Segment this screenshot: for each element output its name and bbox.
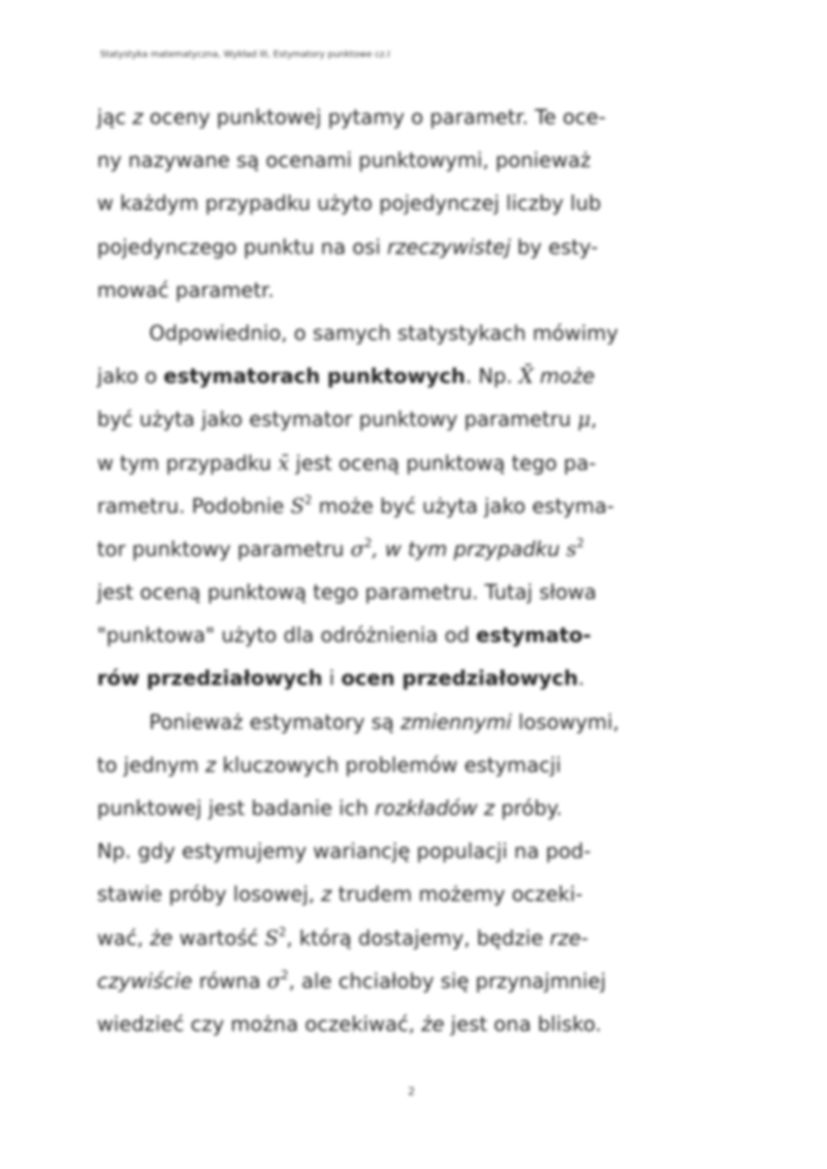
paragraph-2-line-4 bbox=[97, 442, 737, 485]
italic-run: rzeczywistej bbox=[387, 234, 511, 259]
text-run: oceny punktowej pytamy o parametr. Te oce- bbox=[143, 105, 606, 129]
text-run: jest ona blisko. bbox=[444, 1011, 602, 1036]
paragraph-1-line-5: mować parametr. bbox=[97, 277, 275, 302]
math-symbol: S bbox=[290, 493, 305, 518]
superscript: 2 bbox=[304, 492, 313, 507]
text-run: wartość bbox=[172, 925, 265, 950]
text-run: równa bbox=[192, 968, 268, 993]
paragraph-2-line-5 bbox=[97, 485, 737, 528]
text-run: rametru. Podobnie bbox=[97, 493, 291, 518]
text-run: punktowej jest badanie ich bbox=[97, 796, 375, 820]
text-run: może być użyta jako estyma- bbox=[312, 493, 615, 518]
text-run: . Np. bbox=[465, 364, 520, 389]
paragraph-1-line-1 bbox=[97, 96, 737, 139]
paragraph-3-line-5 bbox=[97, 873, 737, 916]
paragraph-3-line-2 bbox=[97, 744, 737, 787]
paragraph-2-line-9 bbox=[97, 657, 737, 700]
text-run: , bbox=[590, 407, 598, 432]
paragraph-3-line-4: Np. gdy estymujemy wariancję populacji na pod- bbox=[97, 839, 591, 864]
text-run: , którą dostajemy, będzie bbox=[286, 925, 550, 950]
paragraph-3-line-3 bbox=[97, 787, 737, 830]
bold-term: rów przedziałowych bbox=[97, 666, 323, 691]
text-run: stawie próby losowej, bbox=[97, 882, 322, 907]
paragraph-1-line-3: w każdym przypadku użyto pojedynczej liczby lub bbox=[97, 191, 602, 216]
text-run: kluczowych problemów estymacji bbox=[215, 752, 562, 777]
page-number: 2 bbox=[408, 1085, 415, 1098]
text-run: Ponieważ estymatory są bbox=[149, 709, 401, 734]
text-run: wać, bbox=[97, 925, 150, 950]
math-symbol: S bbox=[264, 925, 279, 950]
paragraph-3-line-6 bbox=[97, 917, 737, 960]
text-run: jąc bbox=[97, 105, 133, 129]
math-symbol: x̄ bbox=[277, 450, 290, 475]
text-run: trudem możemy oczeki- bbox=[331, 882, 583, 907]
paragraph-3-line-7 bbox=[97, 960, 737, 1003]
math-symbol: s bbox=[566, 536, 577, 561]
superscript: 2 bbox=[278, 924, 287, 939]
superscript: 2 bbox=[280, 967, 289, 982]
italic-run: że bbox=[149, 925, 173, 950]
text-run: i bbox=[322, 666, 342, 691]
text-run: to jednym bbox=[97, 752, 206, 777]
text-run: "punktowa" użyto dla odróżnienia od bbox=[97, 623, 477, 648]
text-run: wiedzieć czy można oczekiwać, bbox=[97, 1011, 422, 1036]
italic-run: że bbox=[421, 1011, 445, 1036]
math-symbol: σ bbox=[350, 536, 365, 561]
italic-run: , w tym przypadku bbox=[372, 536, 567, 561]
text-run: . bbox=[578, 666, 585, 691]
paragraph-1-line-4 bbox=[97, 226, 737, 269]
italic-run: rze- bbox=[549, 925, 589, 950]
superscript: 2 bbox=[576, 535, 585, 550]
paragraph-1-line-2: ny nazywane są ocenami punktowymi, ponieważ bbox=[97, 148, 591, 173]
paragraph-3-line-8 bbox=[97, 1003, 737, 1046]
paragraph-2-line-6 bbox=[97, 528, 737, 571]
italic-run: rozkładów bbox=[374, 796, 478, 820]
text-run: , ale chciałoby się przynajmniej bbox=[288, 968, 606, 993]
text-run: być użyta jako estymator punktowy parametru bbox=[97, 407, 578, 432]
math-symbol: σ bbox=[267, 968, 281, 993]
paragraph-2-line-7: jest oceną punktową tego parametru. Tutaj słowa bbox=[97, 580, 597, 605]
bold-term: ocen przedziałowych bbox=[341, 666, 579, 691]
text-run: by esty- bbox=[510, 234, 599, 259]
italic-run: z bbox=[205, 752, 216, 777]
text-run: pojedynczego punktu na osi bbox=[97, 234, 388, 259]
bold-term: estymatorach punktowych bbox=[163, 364, 466, 389]
text-run: próby. bbox=[494, 796, 563, 820]
running-header: Statystyka matematyczna, Wykład III, Estymatory punktowe cz.I bbox=[100, 50, 391, 60]
text-run: w tym przypadku bbox=[97, 450, 278, 475]
paragraph-2-line-2 bbox=[97, 355, 737, 398]
text-run: jako o bbox=[97, 364, 164, 389]
body-text bbox=[97, 96, 737, 1046]
math-symbol: X̄ bbox=[519, 364, 534, 389]
paragraph-2-line-1: Odpowiednio, o samych statystykach mówimy bbox=[149, 320, 619, 345]
italic-run: zmiennymi bbox=[400, 709, 512, 734]
italic-run: może bbox=[533, 364, 595, 389]
bold-term: estymato- bbox=[476, 623, 592, 648]
italic-run: z bbox=[321, 882, 332, 907]
paragraph-2-line-3 bbox=[97, 398, 737, 441]
text-run: jest oceną punktową tego pa- bbox=[289, 450, 596, 475]
paragraph-2-line-8 bbox=[97, 614, 737, 657]
math-symbol: μ bbox=[577, 407, 591, 432]
superscript: 2 bbox=[364, 535, 373, 550]
italic-run: z bbox=[132, 105, 144, 129]
paragraph-3-line-1 bbox=[97, 701, 737, 744]
italic-run: czywiście bbox=[97, 968, 193, 993]
text-run: tor punktowy parametru bbox=[97, 536, 351, 561]
text-run: losowymi, bbox=[511, 709, 620, 734]
italic-run: z bbox=[483, 796, 495, 820]
